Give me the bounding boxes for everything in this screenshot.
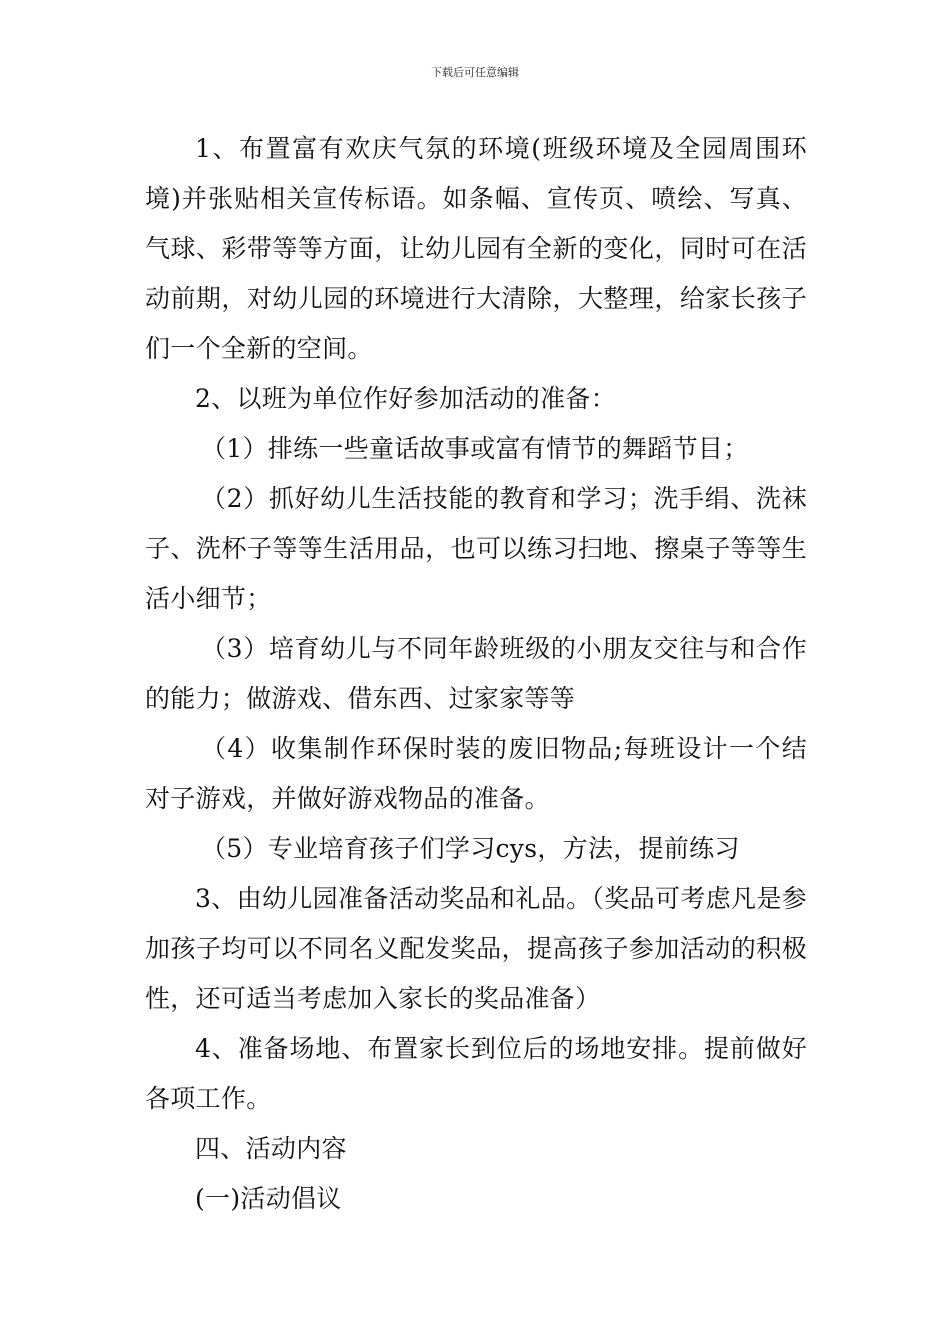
subsection-heading-activity-proposal: (一)活动倡议 bbox=[195, 1184, 342, 1213]
paragraph-prizes: 3、由幼儿园准备活动奖品和礼品。（奖品可考虑凡是参加孩子均可以不同名义配发奖品，提高孩子参加活动的积极性，还可适当考虑加入家长的奖品准备） bbox=[145, 884, 807, 1013]
section-heading-activity-content: 四、活动内容 bbox=[195, 1134, 347, 1163]
paragraph-class-preparation: 2、以班为单位作好参加活动的准备： bbox=[195, 384, 617, 413]
page-header: 下载后可任意编辑 bbox=[431, 66, 519, 79]
paragraph-item-5: （5）专业培育孩子们学习cys，方法，提前练习 bbox=[201, 834, 740, 863]
paragraph-environment: 1、布置富有欢庆气氛的环境(班级环境及全园周围环境)并张贴相关宣传标语。如条幅、宣传页、喷绘、写真、气球、彩带等等方面，让幼儿园有全新的变化，同时可在活动前期，对幼儿园的环境进行大清除，大整理，给家长孩子们一个全新的空间。 bbox=[145, 134, 807, 363]
paragraph-item-3: （3）培育幼儿与不同年龄班级的小朋友交往与和合作的能力；做游戏、借东西、过家家等等 bbox=[145, 634, 807, 713]
paragraph-item-2: （2）抓好幼儿生活技能的教育和学习；洗手绢、洗袜子、洗杯子等等生活用品，也可以练习扫地、擦桌子等等生活小细节； bbox=[145, 484, 807, 613]
paragraph-item-1: （1）排练一些童话故事或富有情节的舞蹈节目； bbox=[201, 434, 749, 463]
paragraph-item-4: （4）收集制作环保时装的废旧物品;每班设计一个结对子游戏，并做好游戏物品的准备。 bbox=[145, 734, 807, 813]
paragraph-venue: 4、准备场地、布置家长到位后的场地安排。提前做好各项工作。 bbox=[145, 1034, 807, 1113]
document-body bbox=[145, 124, 807, 1224]
